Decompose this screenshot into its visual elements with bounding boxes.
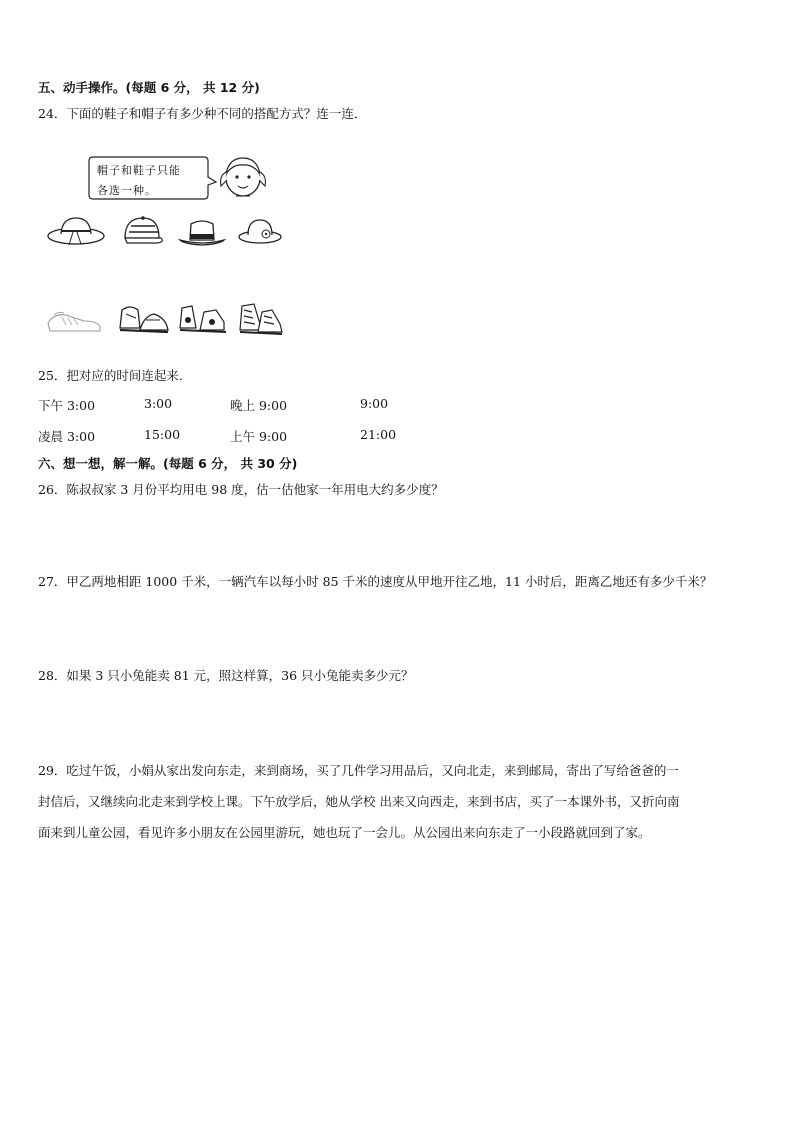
time-row1-col4: 9:00 bbox=[360, 396, 389, 411]
section-6-heading: 六、想一想，解一解。(每题 6 分， 共 30 分) bbox=[38, 456, 298, 471]
time-row1-col1: 下午 3:00 bbox=[38, 398, 96, 413]
cap-icon bbox=[117, 212, 167, 250]
question-24: 24．下面的鞋子和帽子有多少种不同的搭配方式？连一连． bbox=[38, 106, 367, 121]
boots-icon bbox=[174, 298, 230, 338]
question-29-line-2: 封信后，又继续向北走来到学校上课。下午放学后，她从学校 出来又向西走，来到书店，买了一本课外书，又折向南 bbox=[38, 794, 680, 809]
bubble-line-1: 帽子和鞋子只能 bbox=[97, 164, 181, 177]
time-row1-col3: 晚上 9:00 bbox=[230, 398, 288, 413]
question-26: 26．陈叔叔家 3 月份平均用电 98 度，估一估他家一年用电大约多少度？ bbox=[38, 482, 444, 497]
hightop-shoes-icon bbox=[234, 298, 286, 338]
section-5-heading: 五、动手操作。(每题 6 分， 共 12 分) bbox=[38, 80, 260, 95]
sun-hat-icon bbox=[45, 212, 107, 250]
time-row2-col4: 21:00 bbox=[360, 427, 397, 442]
fedora-icon bbox=[176, 214, 228, 250]
question-27: 27．甲乙两地相距 1000 千米，一辆汽车以每小时 85 千米的速度从甲地开往乙地，11 小时后，距离乙地还有多少千米？ bbox=[38, 574, 713, 589]
time-row2-col2: 15:00 bbox=[144, 427, 181, 442]
leather-shoes-icon bbox=[116, 298, 172, 338]
question-28: 28．如果 3 只小兔能卖 81 元，照这样算，36 只小兔能卖多少元？ bbox=[38, 668, 414, 683]
girl-icon bbox=[215, 152, 271, 202]
time-row1-col2: 3:00 bbox=[144, 396, 173, 411]
time-row2-col3: 上午 9:00 bbox=[230, 429, 288, 444]
bubble-line-2: 各选一种。 bbox=[97, 184, 157, 197]
time-row2-col1: 凌晨 3:00 bbox=[38, 429, 96, 444]
question-25: 25．把对应的时间连起来． bbox=[38, 368, 192, 383]
question-29-line-1: 29．吃过午饭，小娟从家出发向东走，来到商场，买了几件学习用品后，又向北走，来到邮局，寄出了写给爸爸的一 bbox=[38, 763, 679, 778]
question-29-line-3: 面来到儿童公园，看见许多小朋友在公园里游玩，她也玩了一会儿。从公园出来向东走了一小段路就回到了家。 bbox=[38, 825, 651, 840]
flower-hat-icon bbox=[236, 212, 284, 250]
sneaker-icon bbox=[44, 303, 104, 337]
